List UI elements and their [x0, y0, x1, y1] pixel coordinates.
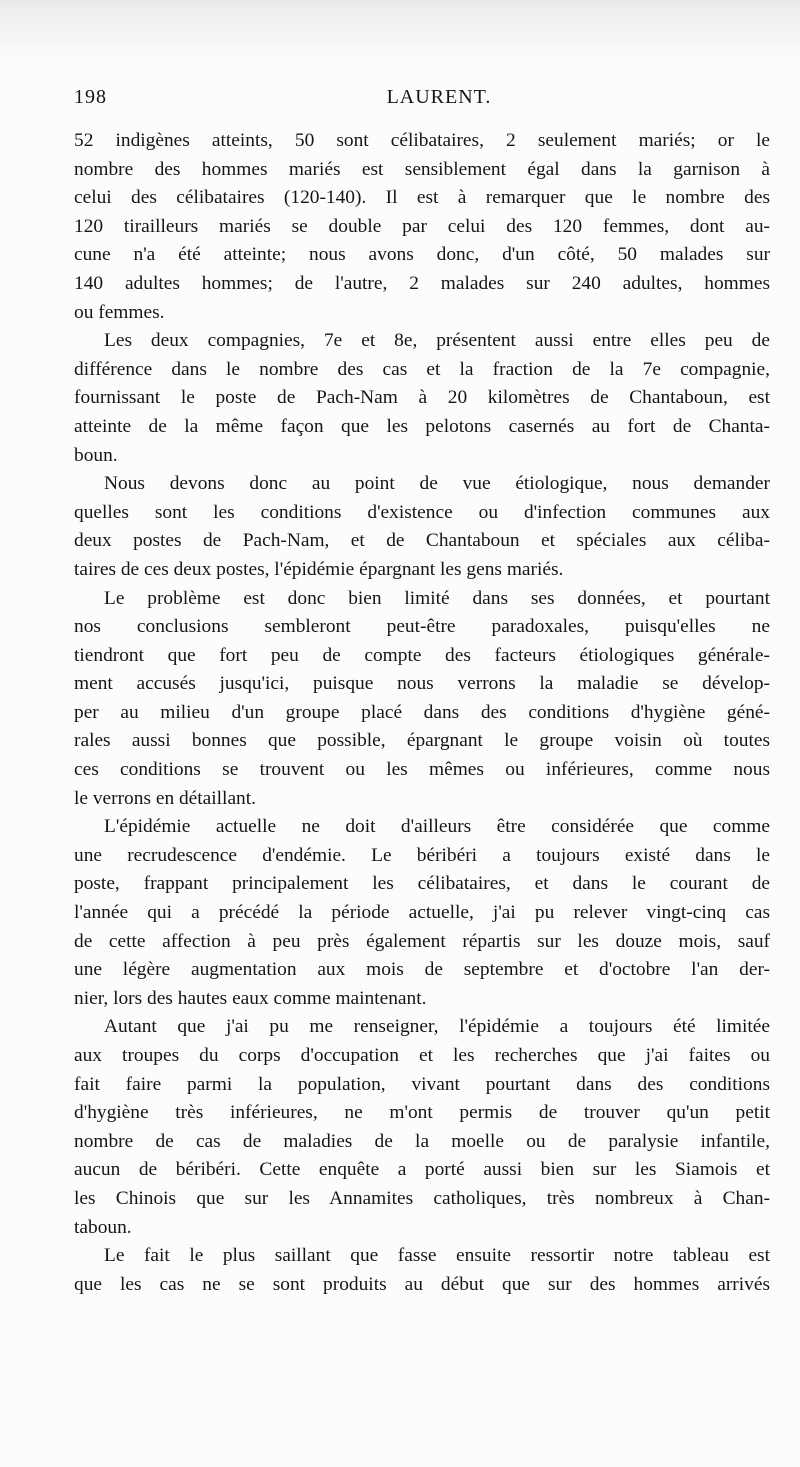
text-line: ces conditions se trouvent ou les mêmes ou inférieures, comme nous	[74, 759, 770, 781]
text-line: tiendront que fort peu de compte des facteurs étiologiques générale-	[74, 644, 770, 666]
text-line: différence dans le nombre des cas et la fraction de la 7e compagnie,	[74, 358, 770, 380]
text-line: taboun.	[74, 1216, 132, 1238]
text-line: 52 indigènes atteints, 50 sont célibataires, 2 seulement mariés; or le	[74, 130, 770, 151]
paragraph	[74, 470, 770, 584]
text-line: celui des célibataires (120-140). Il est à remarquer que le nombre des	[74, 187, 770, 209]
paragraph	[74, 585, 770, 814]
text-line: Nous devons donc au point de vue étiologique, nous demander	[104, 473, 770, 495]
text-line: ment accusés jusqu'ici, puisque nous verrons la maladie se dévelop-	[74, 673, 770, 695]
text-line: boun.	[74, 444, 118, 466]
text-line: le verrons en détaillant.	[74, 787, 256, 809]
paragraph	[74, 813, 770, 1013]
text-line: cune n'a été atteinte; nous avons donc, d'un côté, 50 malades sur	[74, 244, 770, 266]
paragraph	[74, 127, 770, 327]
text-line: nos conclusions sembleront peut-être paradoxales, puisqu'elles ne	[74, 616, 770, 638]
text-line: Le fait le plus saillant que fasse ensuite ressortir notre tableau est	[104, 1245, 770, 1267]
text-line: une légère augmentation aux mois de septembre et d'octobre l'an der-	[74, 959, 770, 981]
text-line: deux postes de Pach-Nam, et de Chantaboun et spéciales aux céliba-	[74, 530, 770, 552]
scan-smudge	[0, 0, 800, 60]
text-line: aux troupes du corps d'occupation et les recherches que j'ai faites ou	[74, 1045, 770, 1066]
text-line: une recrudescence d'endémie. Le béribéri a toujours existé dans le	[74, 844, 770, 866]
text-line: 140 adultes hommes; de l'autre, 2 malades sur 240 adultes, hommes	[74, 272, 770, 294]
page-number: 198	[74, 86, 107, 108]
page-header	[74, 86, 764, 114]
text-line: Le problème est donc bien limité dans ses données, et pourtant	[104, 587, 770, 609]
text-line: taires de ces deux postes, l'épidémie épargnant les gens mariés.	[74, 558, 564, 580]
text-line: L'épidémie actuelle ne doit d'ailleurs être considérée que comme	[104, 816, 770, 838]
text-line: fait faire parmi la population, vivant pourtant dans des conditions	[74, 1073, 770, 1095]
text-line: les Chinois que sur les Annamites catholiques, très nombreux à Chan-	[74, 1187, 770, 1209]
paragraph	[74, 327, 770, 470]
text-line: ou femmes.	[74, 301, 165, 323]
text-line: d'hygiène très inférieures, ne m'ont permis de trouver qu'un petit	[74, 1102, 770, 1124]
text-line: atteinte de la même façon que les pelotons casernés au fort de Chanta-	[74, 415, 770, 437]
text-line: poste, frappant principalement les célibataires, et dans le courant de	[74, 873, 770, 895]
text-line: nombre de cas de maladies de la moelle ou de paralysie infantile,	[74, 1130, 770, 1152]
paragraph	[74, 1013, 770, 1242]
text-line: de cette affection à peu près également répartis sur les douze mois, sauf	[74, 930, 770, 952]
text-line: Autant que j'ai pu me renseigner, l'épidémie a toujours été limitée	[104, 1016, 770, 1038]
paragraph	[74, 1242, 770, 1299]
text-line: que les cas ne se sont produits au début que sur des hommes arrivés	[74, 1273, 770, 1295]
text-line: l'année qui a précédé la période actuelle, j'ai pu relever vingt-cinq cas	[74, 902, 770, 924]
running-head: LAURENT.	[386, 86, 492, 108]
text-line: aucun de béribéri. Cette enquête a porté aussi bien sur les Siamois et	[74, 1159, 770, 1181]
text-line: rales aussi bonnes que possible, épargnant le groupe voisin où toutes	[74, 730, 770, 752]
text-line: Les deux compagnies, 7e et 8e, présentent aussi entre elles peu de	[104, 330, 770, 352]
text-line: 120 tirailleurs mariés se double par celui des 120 femmes, dont au-	[74, 215, 770, 237]
text-line: fournissant le poste de Pach-Nam à 20 kilomètres de Chantaboun, est	[74, 387, 770, 409]
body-text	[74, 127, 770, 1299]
text-line: quelles sont les conditions d'existence ou d'infection communes aux	[74, 501, 770, 523]
text-line: nier, lors des hautes eaux comme maintenant.	[74, 987, 427, 1009]
text-line: per au milieu d'un groupe placé dans des conditions d'hygiène géné-	[74, 701, 770, 723]
text-line: nombre des hommes mariés est sensiblement égal dans la garnison à	[74, 158, 770, 180]
